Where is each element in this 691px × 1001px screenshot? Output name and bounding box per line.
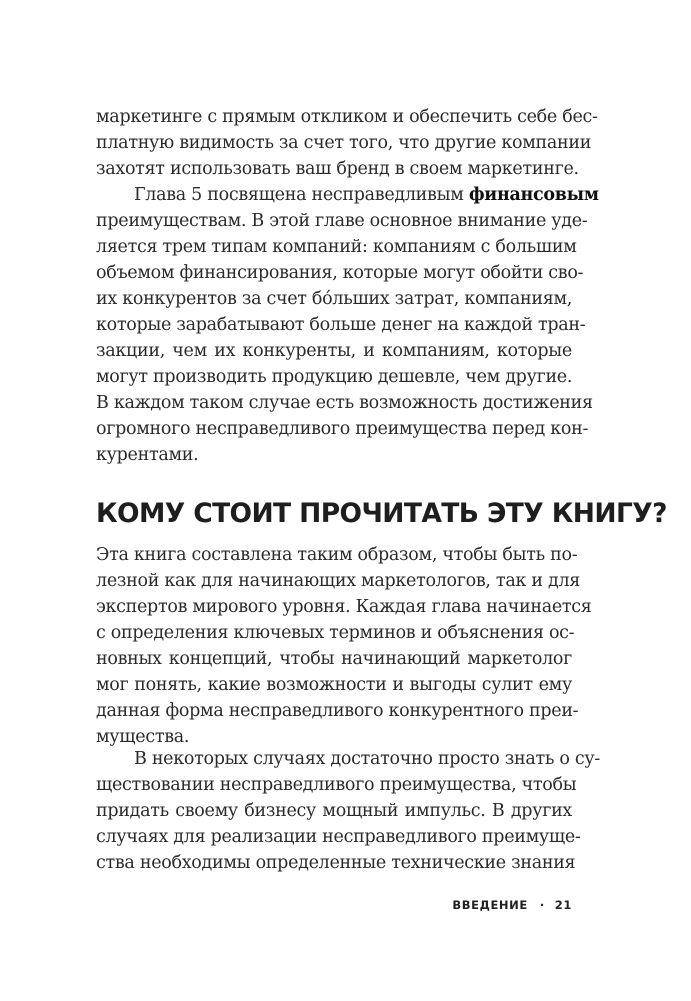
text-line: маркетинге с прямым откликом и обеспечить себе бес- [96, 107, 598, 127]
text-line: которые зарабатывают больше денег на каждой тран- [96, 315, 586, 335]
text-line: лезной как для начинающих маркетологов, так и для [96, 571, 581, 591]
text-line: объемом финансирования, которые могут обойти сво- [96, 263, 584, 283]
text-line: курентами. [96, 445, 199, 465]
emphasized-word: финансовым [468, 185, 599, 205]
text-line: экспертов мирового уровня. Каждая глава начинается [96, 597, 592, 617]
text-line: придать своему бизнесу мощный импульс. В других [96, 801, 572, 821]
text-line: захотят использовать ваш бренд в своем маркетинге. [96, 159, 579, 179]
paragraph-1 [96, 104, 598, 182]
text-line: мущества. [96, 727, 190, 747]
text-line: В каждом таком случае есть возможность достижения [96, 393, 593, 413]
text-line: огромного несправедливого преимущества перед кон- [96, 419, 589, 439]
text-line: ществовании несправедливого преимущества, чтобы [96, 775, 577, 795]
text-line: мог понять, какие возможности и выгоды сулит ему [96, 675, 572, 695]
text-normal: Глава 5 посвящена несправедливым [134, 185, 469, 205]
paragraph-3 [96, 542, 592, 750]
text-line: с определения ключевых терминов и объяснения ос- [96, 623, 575, 643]
text-line: могут производить продукцию дешевле, чем другие. [96, 367, 573, 387]
text-line: их конкурентов за счет бóльших затрат, компаниям, [96, 289, 573, 309]
text-line: ляется трем типам компаний: компаниям с большим [96, 237, 577, 257]
page-number: 21 [554, 898, 572, 912]
running-footer [452, 898, 572, 912]
footer-section-title: ВВЕДЕНИЕ [452, 898, 528, 912]
text-line: В некоторых случаях достаточно просто знать о су- [134, 749, 600, 769]
text-line: ства необходимы определенные технические знания [96, 853, 576, 873]
text-line: платную видимость за счет того, что другие компании [96, 133, 592, 153]
text-line: преимуществам. В этой главе основное внимание уде- [96, 211, 588, 231]
paragraph-4 [96, 746, 600, 876]
text-line: закции, чем их конкуренты, и компаниям, которые [96, 341, 572, 361]
paragraph-2 [96, 182, 599, 468]
text-line [96, 182, 599, 208]
text-line: случаях для реализации несправедливого преимуще- [96, 827, 581, 847]
text-line: данная форма несправедливого конкурентного преи- [96, 701, 579, 721]
footer-separator: · [539, 898, 545, 912]
text-line: новных концепций, чтобы начинающий маркетолог [96, 649, 572, 669]
section-heading: КОМУ СТОИТ ПРОЧИТАТЬ ЭТУ КНИГУ? [96, 498, 667, 529]
text-line: Эта книга составлена таким образом, чтобы быть по- [96, 545, 578, 565]
